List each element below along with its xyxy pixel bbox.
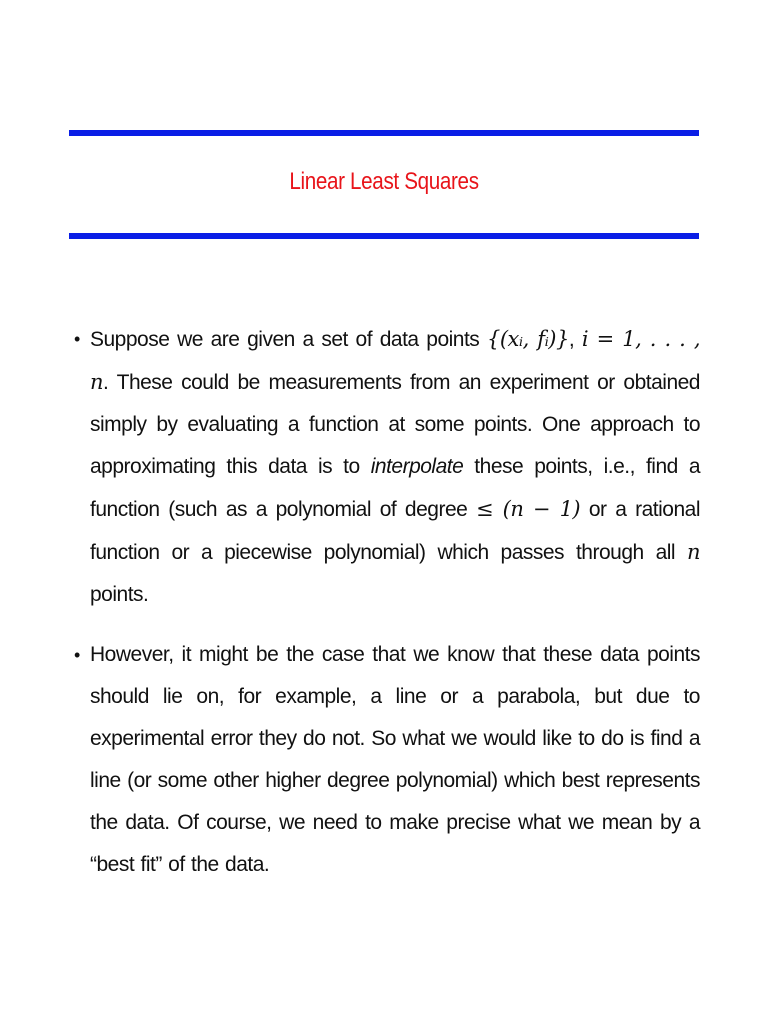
- bullet1-text-1: Suppose we are given a set of data points: [90, 328, 487, 351]
- top-rule: [69, 130, 699, 136]
- bullet-dot-icon: •: [74, 645, 80, 665]
- bullet1-text-3: . These could be measurements from an experiment or obtained simply by evaluating a function at some points. One approach to approximating this data is to: [90, 371, 700, 478]
- bullet1-text-5: or a rational function or a piecewise polynomial) which passes through all: [90, 498, 700, 564]
- degree-bound: ≤ (n − 1): [476, 497, 581, 521]
- slide-title: Linear Least Squares: [289, 168, 479, 195]
- data-points-set: {(xᵢ, fᵢ)}: [486, 327, 569, 351]
- interpolate-term: interpolate: [370, 455, 464, 478]
- point-count: n: [686, 540, 700, 564]
- bullet-dot-icon: •: [74, 329, 80, 349]
- bullet1-text-6: points.: [90, 583, 149, 606]
- index-range: i = 1, . . . , n: [90, 327, 701, 394]
- bullet1-text-4: these points, i.e., find a function (such as a polynomial of degree: [90, 455, 700, 521]
- bullet2-text: However, it might be the case that we know that these data points should lie on, for example, a line or a parabola, but due to experimental error they do not. So what we would like to do is find a line (or some other higher degree polynomial) which best represents the data. Of course, we need to make precise what we mean by a “best fit” of the data.: [90, 643, 700, 876]
- bullet-item-interpolation: [74, 318, 700, 616]
- bullet1-text-2: ,: [568, 328, 582, 351]
- bullet-list: [74, 318, 700, 886]
- bullet-item-best-fit: [74, 634, 700, 886]
- bottom-rule: [69, 233, 699, 239]
